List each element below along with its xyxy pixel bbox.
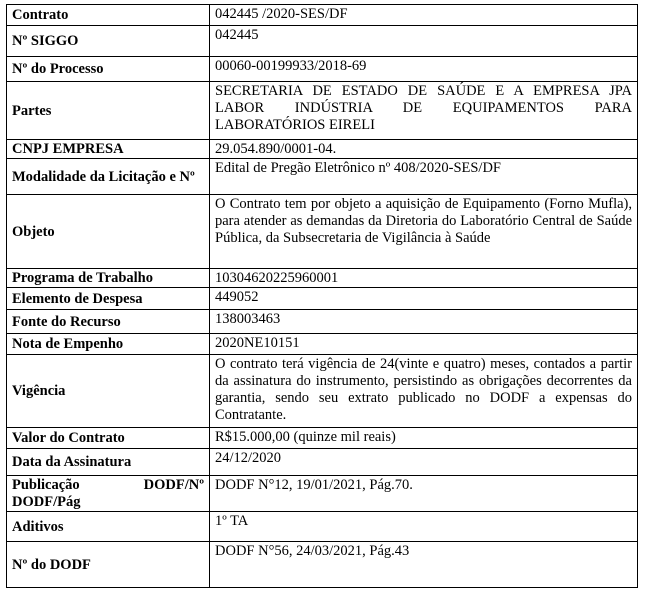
table-row bbox=[7, 269, 638, 288]
row-value-elemento: 449052 bbox=[210, 288, 638, 310]
row-label-cnpj: CNPJ EMPRESA bbox=[7, 140, 210, 159]
row-value-partes: SECRETARIA DE ESTADO DE SAÚDE E A EMPRESA JPA LABOR INDÚSTRIA DE EQUIPAMENTOS PARA LABORATÓRIOS EIRELI bbox=[210, 82, 638, 140]
table-row bbox=[7, 5, 638, 26]
table-row bbox=[7, 476, 638, 512]
row-value-data-assinatura: 24/12/2020 bbox=[210, 449, 638, 476]
row-label-fonte: Fonte do Recurso bbox=[7, 310, 210, 334]
row-label-processo: Nº do Processo bbox=[7, 57, 210, 82]
row-label-objeto: Objeto bbox=[7, 195, 210, 269]
row-value-processo: 00060-00199933/2018-69 bbox=[210, 57, 638, 82]
table-row bbox=[7, 542, 638, 588]
table-row bbox=[7, 428, 638, 449]
row-label-publicacao: Publicação DODF/Nº DODF/Pág bbox=[7, 476, 210, 512]
table-row bbox=[7, 355, 638, 428]
row-value-objeto: O Contrato tem por objeto a aquisição de Equipamento (Forno Mufla), para atender as demandas da Diretoria do Laboratório Central de Saúde Pública, da Subsecretaria de Vigilância à Saúde bbox=[210, 195, 638, 269]
row-value-contrato: 042445 /2020-SES/DF bbox=[210, 5, 638, 26]
row-value-numero-dodf: DODF N°56, 24/03/2021, Pág.43 bbox=[210, 542, 638, 588]
row-value-fonte: 138003463 bbox=[210, 310, 638, 334]
row-label-aditivos: Aditivos bbox=[7, 512, 210, 542]
row-value-siggo: 042445 bbox=[210, 26, 638, 57]
table-row bbox=[7, 140, 638, 159]
row-label-empenho: Nota de Empenho bbox=[7, 334, 210, 355]
table-row bbox=[7, 159, 638, 195]
row-value-vigencia: O contrato terá vigência de 24(vinte e quatro) meses, contados a partir da assinatura do instrumento, persistindo as obrigações decorrentes da garantia, sendo seu extrato publicado no DODF a expensas do Contratante. bbox=[210, 355, 638, 428]
row-label-modalidade: Modalidade da Licitação e Nº bbox=[7, 159, 210, 195]
row-value-valor: R$15.000,00 (quinze mil reais) bbox=[210, 428, 638, 449]
row-label-contrato: Contrato bbox=[7, 5, 210, 26]
row-label-siggo: Nº SIGGO bbox=[7, 26, 210, 57]
table-row bbox=[7, 512, 638, 542]
row-value-publicacao: DODF N°12, 19/01/2021, Pág.70. bbox=[210, 476, 638, 512]
table-row bbox=[7, 195, 638, 269]
table-row bbox=[7, 334, 638, 355]
row-label-elemento: Elemento de Despesa bbox=[7, 288, 210, 310]
row-label-programa: Programa de Trabalho bbox=[7, 269, 210, 288]
table-row bbox=[7, 310, 638, 334]
table-row bbox=[7, 449, 638, 476]
row-label-valor: Valor do Contrato bbox=[7, 428, 210, 449]
contract-extract-table bbox=[6, 4, 638, 588]
table-row bbox=[7, 82, 638, 140]
row-value-modalidade: Edital de Pregão Eletrônico nº 408/2020-SES/DF bbox=[210, 159, 638, 195]
row-label-numero-dodf: Nº do DODF bbox=[7, 542, 210, 588]
row-label-partes: Partes bbox=[7, 82, 210, 140]
table-row bbox=[7, 26, 638, 57]
row-label-vigencia: Vigência bbox=[7, 355, 210, 428]
table-row bbox=[7, 288, 638, 310]
row-value-aditivos: 1º TA bbox=[210, 512, 638, 542]
row-value-cnpj: 29.054.890/0001-04. bbox=[210, 140, 638, 159]
row-value-programa: 10304620225960001 bbox=[210, 269, 638, 288]
row-label-data-assinatura: Data da Assinatura bbox=[7, 449, 210, 476]
table-row bbox=[7, 57, 638, 82]
row-value-empenho: 2020NE10151 bbox=[210, 334, 638, 355]
